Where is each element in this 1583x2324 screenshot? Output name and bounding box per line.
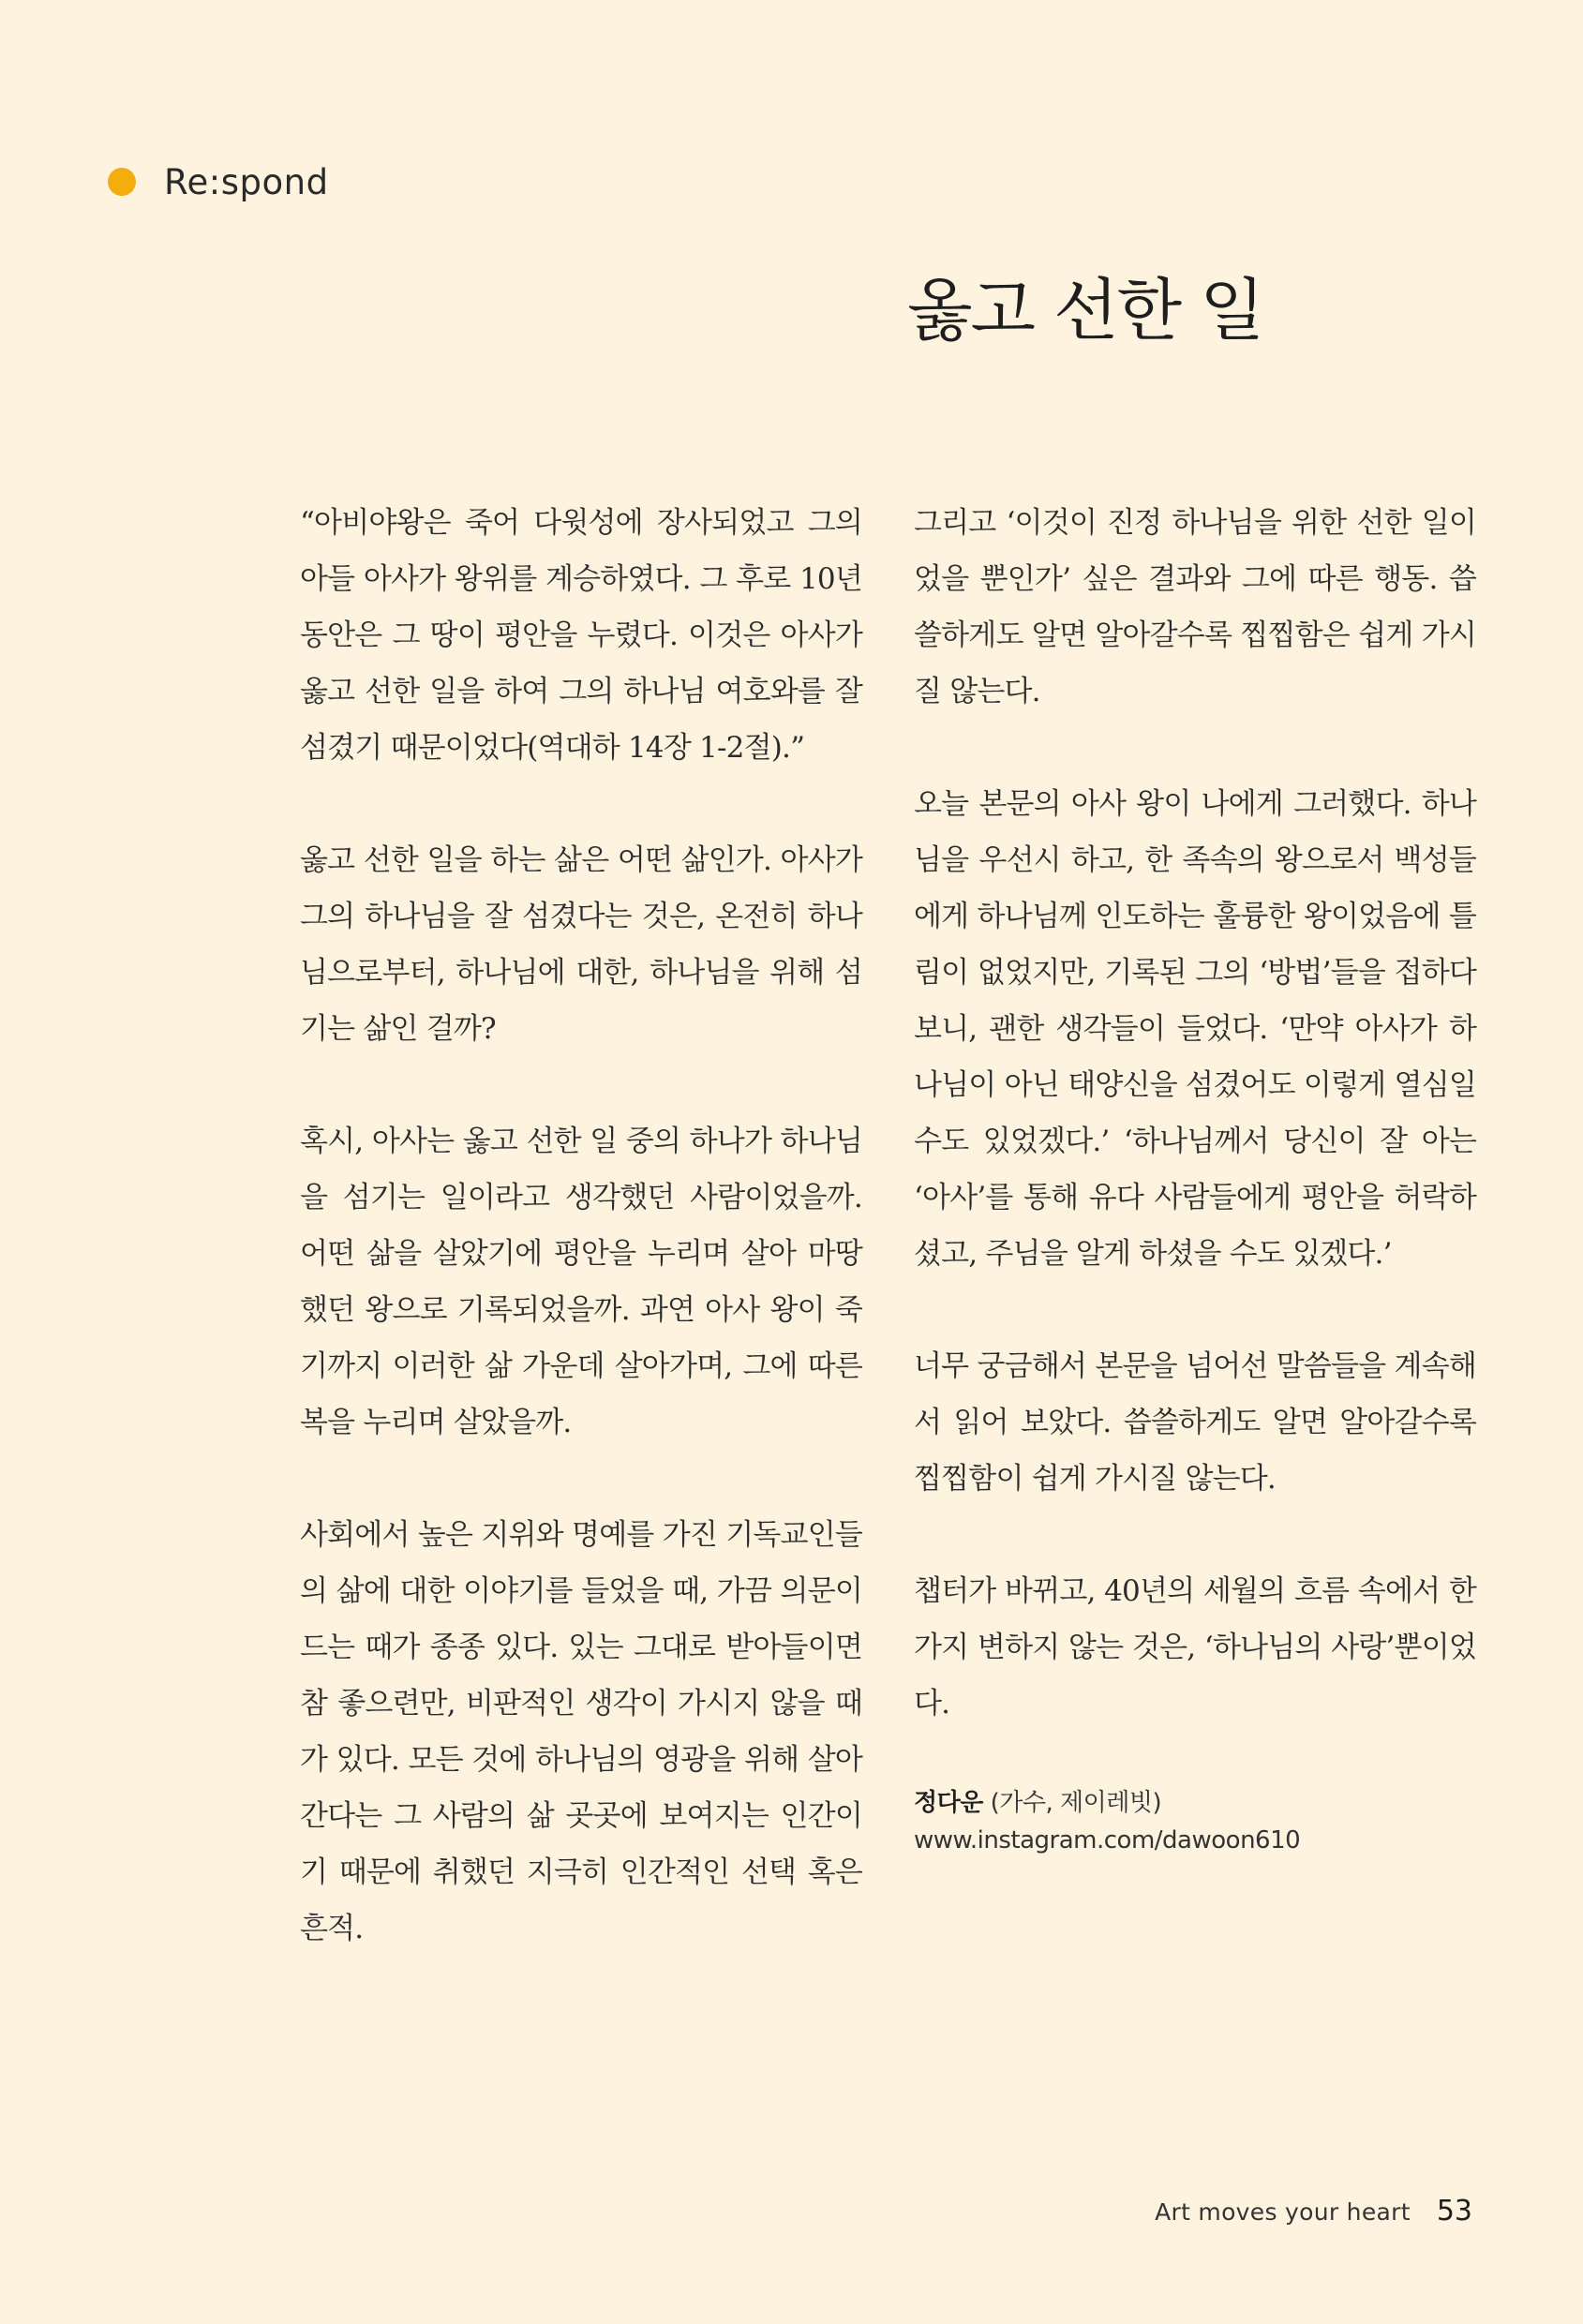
paragraph: 그리고 ‘이것이 진정 하나님을 위한 선한 일이었을 뿐인가’ 싶은 결과와 그에 따른 행동. 씁쓸하게도 알면 알아갈수록 찝찝함은 쉽게 가시질 않는다.: [914, 506, 1476, 708]
page-number: 53: [1436, 2195, 1472, 2227]
paragraph: 혹시, 아사는 옳고 선한 일 중의 하나가 하나님을 섬기는 일이라고 생각했던 사람이었을까. 어떤 삶을 살았기에 평안을 누리며 살아 마땅했던 왕으로 기록되었을까. 과연 아사 왕이 죽기까지 이러한 삶 가운데 살아가며, 그에 따른 복을 누리며 살았을까.: [300, 1125, 862, 1439]
author-name: 정다운: [914, 1789, 983, 1817]
article-left-column: [300, 495, 862, 2013]
section-label: Re:spond: [164, 161, 329, 202]
section-tag: [108, 157, 329, 206]
article-title: 옳고 선한 일: [907, 271, 1263, 350]
paragraph: 챕터가 바뀌고, 40년의 세월의 흐름 속에서 한 가지 변하지 않는 것은, ‘하나님의 사랑’뿐이었다.: [914, 1574, 1476, 1721]
paragraph: 옳고 선한 일을 하는 삶은 어떤 삶인가. 아사가 그의 하나님을 잘 섬겼다는 것은, 온전히 하나님으로부터, 하나님에 대한, 하나님을 위해 섬기는 삶인 걸까?: [300, 843, 862, 1046]
paragraph: 너무 궁금해서 본문을 넘어선 말씀들을 계속해서 읽어 보았다. 씁쓸하게도 알면 알아갈수록 찝찝함이 쉽게 가시질 않는다.: [914, 1349, 1476, 1496]
article-right-column: [914, 495, 1476, 1859]
page-footer: [1155, 2195, 1472, 2227]
author-credit: [914, 1784, 1476, 1859]
paragraph: “아비야왕은 죽어 다윗성에 장사되었고 그의 아들 아사가 왕위를 계승하였다. 그 후로 10년 동안은 그 땅이 평안을 누렸다. 이것은 아사가 옳고 선한 일을 하여 그의 하나님 여호와를 잘 섬겼기 때문이었다(역대하 14장 1-2절).”: [300, 506, 862, 765]
paragraph: 오늘 본문의 아사 왕이 나에게 그러했다. 하나님을 우선시 하고, 한 족속의 왕으로서 백성들에게 하나님께 인도하는 훌륭한 왕이었음에 틀림이 없었지만, 기록된 그의 ‘방법’들을 접하다 보니, 괜한 생각들이 들었다. ‘만약 아사가 하나님이 아닌 태양신을 섬겼어도 이렇게 열심일 수도 있었겠다.’ ‘하나님께서 당신이 잘 아는 ‘아사’를 통해 유다 사람들에게 평안을 허락하셨고, 주님을 알게 하셨을 수도 있겠다.’: [914, 787, 1476, 1271]
footer-tagline: Art moves your heart: [1155, 2198, 1411, 2226]
paragraph: 사회에서 높은 지위와 명예를 가진 기독교인들의 삶에 대한 이야기를 들었을 때, 가끔 의문이 드는 때가 종종 있다. 있는 그대로 받아들이면 참 좋으련만, 비판적인 생각이 가시지 않을 때가 있다. 모든 것에 하나님의 영광을 위해 살아간다는 그 사람의 삶 곳곳에 보여지는 인간이기 때문에 취했던 지극히 인간적인 선택 혹은 흔적.: [300, 1518, 862, 1945]
author-url-link[interactable]: www.instagram.com/dawoon610: [914, 1826, 1301, 1855]
author-role: (가수, 제이레빗): [990, 1789, 1162, 1817]
section-dot-icon: [108, 168, 136, 196]
